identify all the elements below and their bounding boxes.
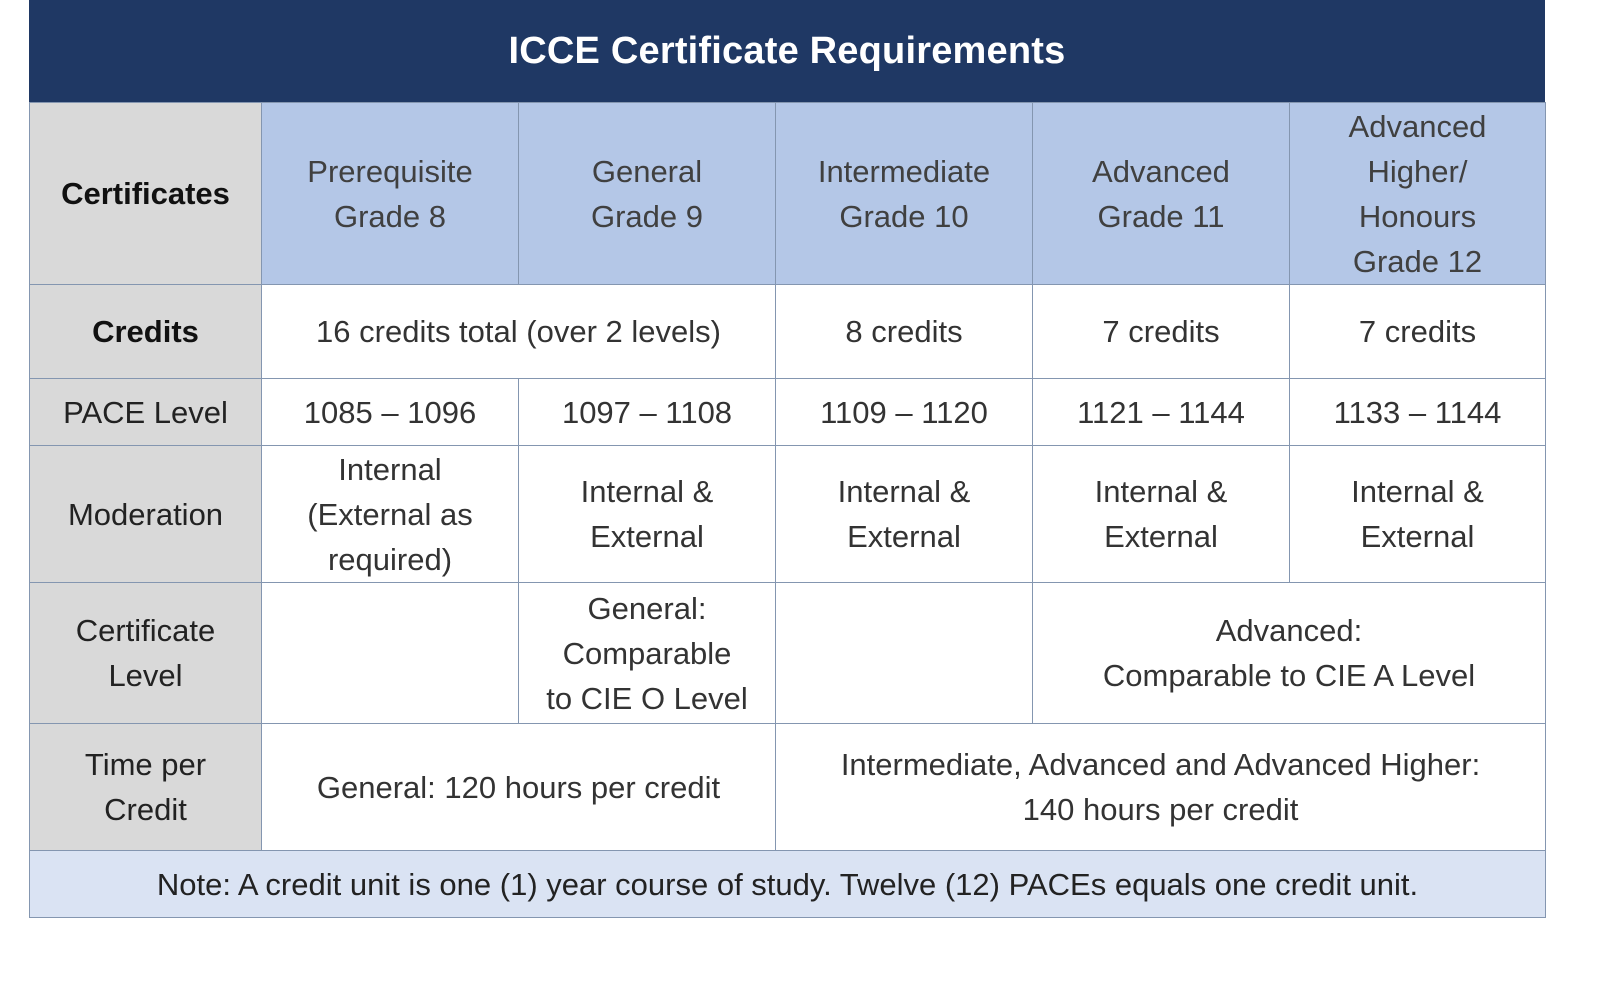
moderation-prerequisite: Internal (External as required) <box>262 446 519 583</box>
column-header-advanced-higher: Advanced Higher/ Honours Grade 12 <box>1290 103 1546 285</box>
requirements-table <box>29 102 1546 918</box>
column-header-intermediate: Intermediate Grade 10 <box>776 103 1033 285</box>
moderation-advanced: Internal & External <box>1033 446 1290 583</box>
moderation-intermediate: Internal & External <box>776 446 1033 583</box>
pace-advanced-higher: 1133 – 1144 <box>1290 379 1546 446</box>
pace-intermediate: 1109 – 1120 <box>776 379 1033 446</box>
table-title: ICCE Certificate Requirements <box>29 0 1545 102</box>
pace-level-row <box>30 379 1546 446</box>
column-header-prerequisite: Prerequisite Grade 8 <box>262 103 519 285</box>
row-label-time-per-credit: Time per Credit <box>30 724 262 851</box>
row-label-certificates: Certificates <box>30 103 262 285</box>
pace-advanced: 1121 – 1144 <box>1033 379 1290 446</box>
row-label-certificate-level: Certificate Level <box>30 583 262 724</box>
row-label-pace-level: PACE Level <box>30 379 262 446</box>
credits-advanced-higher: 7 credits <box>1290 285 1546 379</box>
credits-intermediate: 8 credits <box>776 285 1033 379</box>
time-per-credit-higher: Intermediate, Advanced and Advanced Higher: 140 hours per credit <box>776 724 1546 851</box>
credits-advanced: 7 credits <box>1033 285 1290 379</box>
credits-prerequisite-general: 16 credits total (over 2 levels) <box>262 285 776 379</box>
row-label-credits: Credits <box>30 285 262 379</box>
row-label-moderation: Moderation <box>30 446 262 583</box>
certificate-level-general: General: Comparable to CIE O Level <box>519 583 776 724</box>
header-row <box>30 103 1546 285</box>
moderation-advanced-higher: Internal & External <box>1290 446 1546 583</box>
certificate-level-advanced: Advanced: Comparable to CIE A Level <box>1033 583 1546 724</box>
column-header-advanced: Advanced Grade 11 <box>1033 103 1290 285</box>
certificate-requirements-table-container <box>29 0 1545 918</box>
table-note: Note: A credit unit is one (1) year course of study. Twelve (12) PACEs equals one credit unit. <box>30 851 1546 918</box>
certificate-level-row <box>30 583 1546 724</box>
certificate-level-intermediate <box>776 583 1033 724</box>
moderation-general: Internal & External <box>519 446 776 583</box>
time-per-credit-row <box>30 724 1546 851</box>
time-per-credit-general: General: 120 hours per credit <box>262 724 776 851</box>
pace-general: 1097 – 1108 <box>519 379 776 446</box>
moderation-row <box>30 446 1546 583</box>
note-row <box>30 851 1546 918</box>
pace-prerequisite: 1085 – 1096 <box>262 379 519 446</box>
credits-row <box>30 285 1546 379</box>
column-header-general: General Grade 9 <box>519 103 776 285</box>
certificate-level-prerequisite <box>262 583 519 724</box>
